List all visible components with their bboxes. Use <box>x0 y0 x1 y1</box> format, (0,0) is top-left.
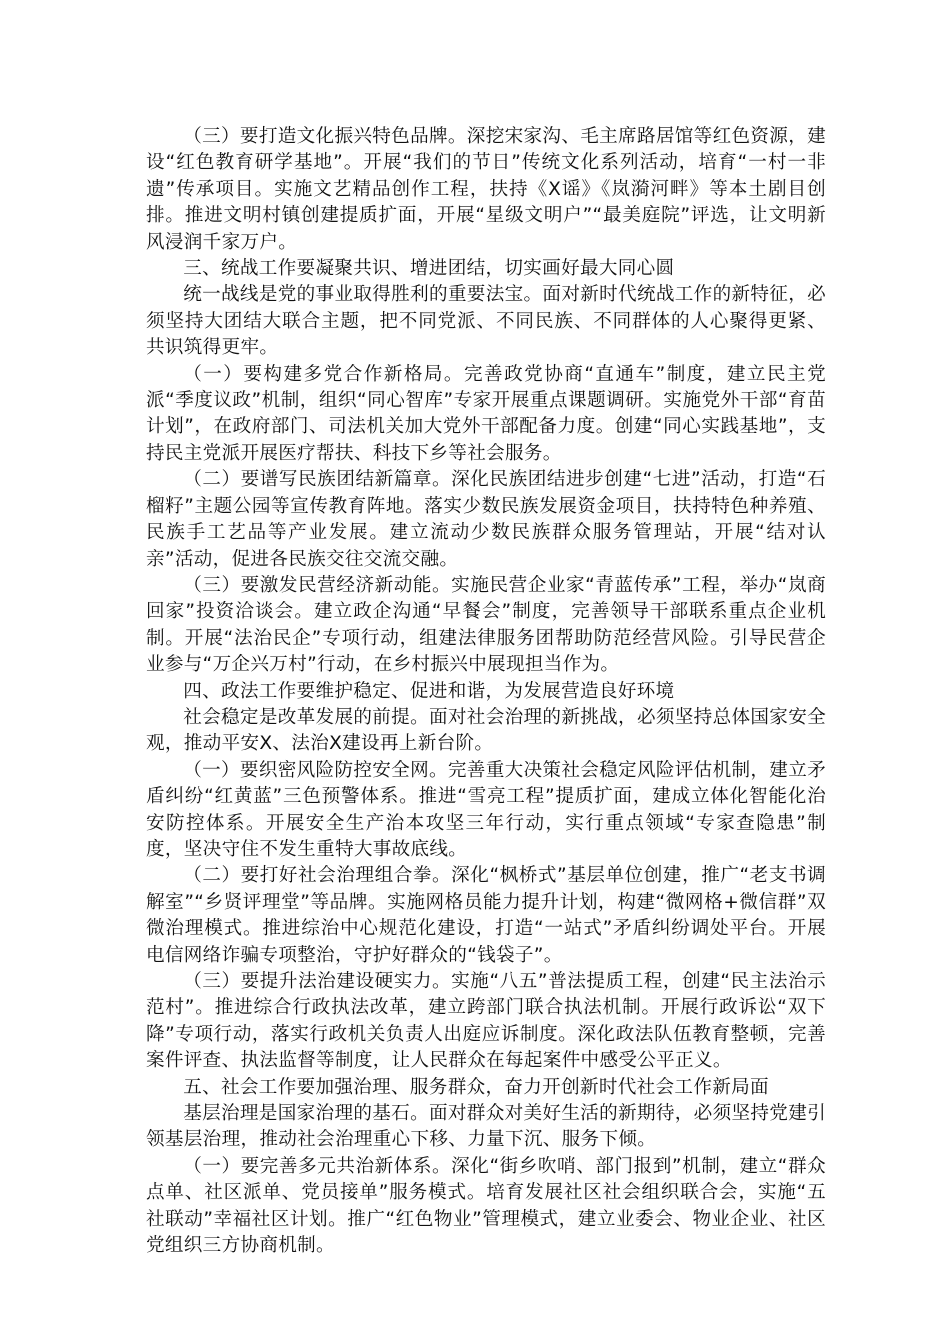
paragraph-rule-of-law: （三）要提升法治建设硬实力。实施“八五”普法提质工程，创建“民主法治示范村”。推进综合行政执法改革，建立跨部门联合执法机制。开展行政诉讼“双下降”专项行动，落实行政机关负责人出庭应诉制度。深化政法队伍教育整顿，完善案件评查、执法监督等制度，让人民群众在每起案件中感受公平正义。 <box>146 971 826 1072</box>
paragraph-social-work-intro: 基层治理是国家治理的基石。面对群众对美好生活的新期待，必须坚持党建引领基层治理，推动社会治理重心下移、力量下沉、服务下倾。 <box>146 1103 826 1151</box>
paragraph-multi-party-cooperation: （一）要构建多党合作新格局。完善政党协商“直通车”制度，建立民主党派“季度议政”机制，组织“同心智库”专家开展重点课题调研。实施党外干部“育苗计划”，在政府部门、司法机关加大党外干部配备力度。创建“同心实践基地”，支持民主党派开展医疗帮扶、科技下乡等社会服务。 <box>146 363 826 464</box>
document-body <box>146 124 826 1259</box>
section-heading-united-front: 三、统战工作要凝聚共识、增进团结，切实画好最大同心圆 <box>183 258 675 280</box>
paragraph-co-governance: （一）要完善多元共治新体系。深化“街乡吹哨、部门报到”机制，建立“群众点单、社区派单、党员接单”服务模式。培育发展社区社会组织联合会，实施“五社联动”幸福社区计划。推广“红色物业”管理模式，建立业委会、物业企业、社区党组织三方协商机制。 <box>146 1155 826 1257</box>
paragraph-ethnic-unity: （二）要谱写民族团结新篇章。深化民族团结进步创建“七进”活动，打造“石榴籽”主题公园等宣传教育阵地。落实少数民族发展资金项目，扶持特色种养殖、民族手工艺品等产业发展。建立流动少数民族群众服务管理站，开展“结对认亲”活动，促进各民族交往交流交融。 <box>146 469 826 570</box>
paragraph-united-front-intro: 统一战线是党的事业取得胜利的重要法宝。面对新时代统战工作的新特征，必须坚持大团结大联合主题，把不同党派、不同民族、不同群体的人心聚得更紧、共识筑得更牢。 <box>146 284 826 359</box>
section-heading-social-work: 五、社会工作要加强治理、服务群众，奋力开创新时代社会工作新局面 <box>183 1076 769 1098</box>
paragraph-private-economy: （三）要激发民营经济新动能。实施民营企业家“青蓝传承”工程，举办“岚商回家”投资洽谈会。建立政企沟通“早餐会”制度，完善领导干部联系重点企业机制。开展“法治民企”专项行动，组建法律服务团帮助防范经营风险。引导民营企业参与“万企兴万村”行动，在乡村振兴中展现担当作为。 <box>146 574 826 676</box>
paragraph-political-legal-intro: 社会稳定是改革发展的前提。面对社会治理的新挑战，必须坚持总体国家安全观，推动平安X、法治X建设再上新台阶。 <box>146 706 826 755</box>
paragraph-culture-brand: （三）要打造文化振兴特色品牌。深挖宋家沟、毛主席路居馆等红色资源，建设“红色教育研学基地”。开展“我们的节日”传统文化系列活动，培育“一村一非遗”传承项目。实施文艺精品创作工程，扶持《X谣》《岚漪河畔》等本土剧目创排。推进文明村镇创建提质扩面，开展“星级文明户”“最美庭院”评选，让文明新风浸润千家万户。 <box>146 126 826 253</box>
paragraph-social-governance: （二）要打好社会治理组合拳。深化“枫桥式”基层单位创建，推广“老支书调解室”“乡贤评理堂”等品牌。实施网格员能力提升计划，构建“微网格+微信群”双微治理模式。推进综治中心规范化建设，打造“一站式”矛盾纠纷调处平台。开展电信网络诈骗专项整治，守护好群众的“钱袋子”。 <box>146 865 826 966</box>
paragraph-risk-prevention: （一）要织密风险防控安全网。完善重大决策社会稳定风险评估机制，建立矛盾纠纷“红黄蓝”三色预警体系。推进“雪亮工程”提质扩面，建成立体化智能化治安防控体系。开展安全生产治本攻坚三年行动，实行重点领域“专家查隐患”制度，坚决守住不发生重特大事故底线。 <box>146 759 826 860</box>
section-heading-political-legal: 四、政法工作要维护稳定、促进和谐，为发展营造良好环境 <box>183 680 675 702</box>
